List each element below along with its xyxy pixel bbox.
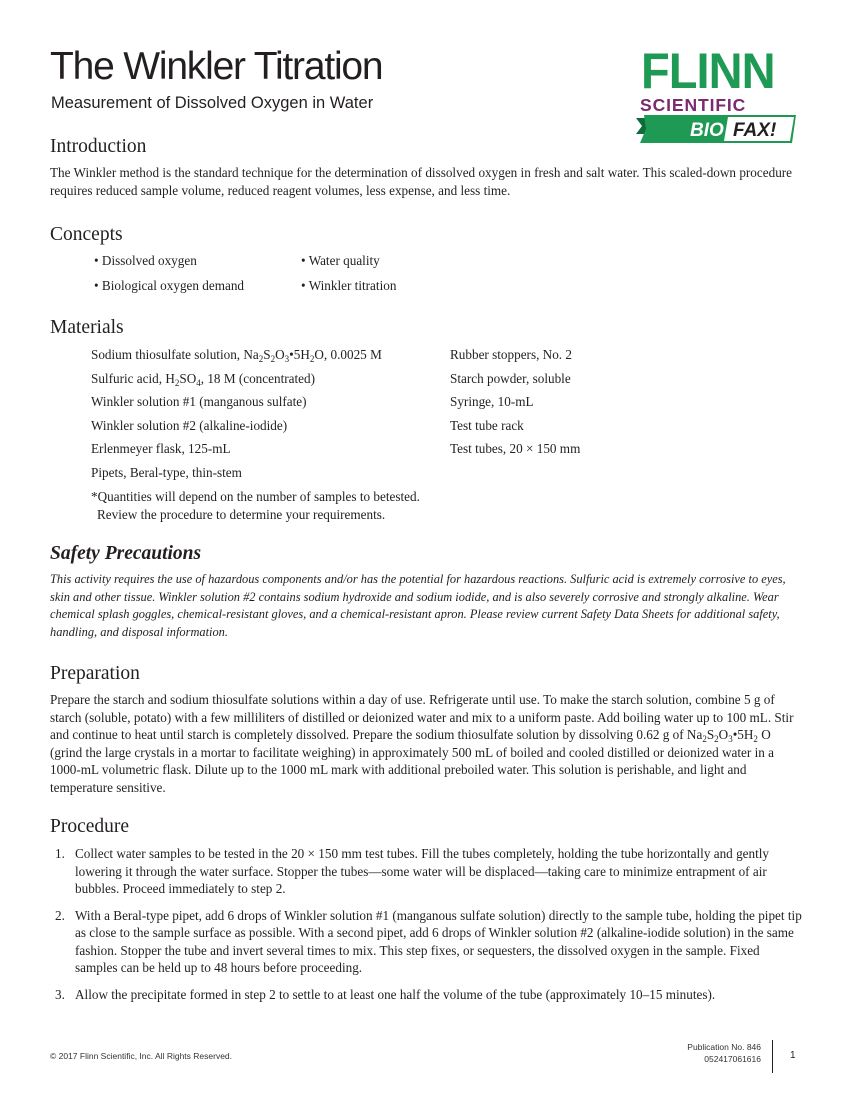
material-item: Test tube rack [450, 417, 524, 433]
logo-fax-text: FAX! [733, 120, 777, 141]
safety-text: This activity requires the use of hazardous components and/or has the potential for hazardous reactions. Sulfuric acid is extremely corrosive to eyes, skin and other tissue. Winkler solution #2 contains sodium hydroxide and sodium iodide, and is also severely corrosive and strongly alkaline. Wear chemical splash goggles, chemical-resistant gloves, and a chemical-resistant apron. Please review current Safety Data Sheets for additional safety, handling, and disposal information. [50, 572, 786, 639]
concepts-column-1 [94, 252, 244, 301]
flinn-scientific-logo [636, 43, 802, 148]
publication-code: 052417061616 [704, 1054, 761, 1064]
procedure-step [50, 907, 802, 977]
materials-column-1 [91, 346, 382, 487]
material-item: Erlenmeyer flask, 125-mL [91, 441, 231, 456]
safety-heading: Safety Precautions [50, 543, 202, 564]
preparation-text: Prepare the starch and sodium thiosulfate solutions within a day of use. Refrigerate until use. To make the starch solution, combine 5 g of starch (soluble, potato) with a few milliliters of distilled or deionized water and mix to a uniform paste. Add boiling water up to 100 mL. Stir and continue to heat until starch is completely dissolved. Prepare the sodium thiosulfate solution by dissolving 0.62 g of $Na_2S_2O_3•5H_2$ O (grind the large crystals in a mortar to facilitate weighing) in approximately 500 mL of boiled and cooled distilled or deionized water in a 1000-mL volumetric flask. Dilute up to the 1000 mL mark with additional preboiled water. This solution is perishable, and light and temperature sensitive. [50, 692, 794, 795]
logo-scientific-text: SCIENTIFIC [640, 95, 747, 115]
step-text: With a Beral-type pipet, add 6 drops of Winkler solution #1 (manganous sulfate solution) directly to the sample tube, holding the pipet tip as close to the sample surface as possible. With a second pipet, add 6 drops of Winkler solution #2 (alkaline-iodide solution) in the same fashion. Stopper the tube and invert several times to mix. This step fixes, or sequesters, the dissolved oxygen in the sample. Fixed samples can be held up to 48 hours before proceeding. [75, 907, 802, 975]
footer-copyright: © 2017 Flinn Scientific, Inc. All Rights Reserved. [50, 1051, 233, 1061]
materials-note-line: Review the procedure to determine your requirements. [97, 506, 386, 522]
logo-bio-text: BIO [690, 120, 724, 141]
material-item: Starch powder, soluble [450, 370, 571, 386]
material-item: Pipets, Beral-type, thin-stem [91, 464, 242, 480]
material-item: Winkler solution #2 (alkaline-iodide) [91, 417, 288, 433]
material-item: Winkler solution #1 (manganous sulfate) [91, 394, 307, 409]
step-number: 3. [55, 986, 65, 1002]
step-number: 2. [55, 907, 65, 923]
materials-heading: Materials [50, 317, 124, 338]
procedure-steps [50, 845, 802, 1012]
concepts-heading: Concepts [50, 224, 123, 245]
step-text: Allow the precipitate formed in step 2 to settle to at least one half the volume of the tube (approximately 10–15 minutes). [75, 986, 716, 1002]
concept-label: Dissolved oxygen [101, 253, 197, 268]
preparation-heading: Preparation [50, 663, 140, 684]
page-number: 1 [790, 1050, 796, 1061]
footer-divider [772, 1040, 773, 1073]
concepts-column-2 [301, 252, 396, 301]
procedure-step [50, 845, 802, 898]
concept-label: Winkler titration [308, 277, 397, 293]
step-text: Collect water samples to be tested in the 20 × 150 mm test tubes. Fill the tubes completely, holding the tube horizontally and gently lowering it through the water surface. Stopper the tubes—some water will be displaced—taking care to minimize entrapment of air bubbles. Proceed immediately to step 2. [75, 846, 770, 896]
footer-publication [687, 1041, 761, 1065]
step-number: 1. [55, 846, 65, 861]
concept-label: Biological oxygen demand [101, 277, 245, 293]
concept-item: • Biological oxygen demand [94, 277, 245, 293]
publication-number: Publication No. 846 [687, 1042, 761, 1052]
materials-column-2 [450, 346, 580, 464]
material-item: Rubber stoppers, No. 2 [450, 347, 572, 362]
materials-note [91, 488, 420, 523]
page-title: The Winkler Titration [50, 45, 383, 88]
concept-label: Water quality [308, 253, 380, 268]
page-subtitle: Measurement of Dissolved Oxygen in Water [51, 94, 374, 112]
concept-item: • Water quality [301, 253, 380, 268]
material-item: Sodium thiosulfate solution, $Na_2S_2O_3•5H_2O$, 0.0025 M [91, 347, 382, 364]
procedure-heading: Procedure [50, 816, 130, 837]
concept-item: • Dissolved oxygen [94, 253, 197, 268]
logo-flinn-text: FLINN [641, 43, 775, 99]
concept-item: • Winkler titration [301, 277, 397, 293]
introduction-heading: Introduction [50, 136, 147, 157]
materials-note-line: *Quantities will depend on the number of samples to betested. [91, 489, 420, 504]
introduction-text: The Winkler method is the standard technique for the determination of dissolved oxygen in fresh and salt water. This scaled-down procedure requires reduced sample volume, reduced reagent volumes, less expense, and less time. [50, 165, 793, 198]
procedure-step [50, 986, 802, 1004]
material-item: Sulfuric acid, $H_2SO_4$, 18 M (concentrated) [91, 370, 315, 388]
material-item: Test tubes, 20 × 150 mm [450, 441, 581, 456]
material-item: Syringe, 10-mL [450, 394, 534, 409]
